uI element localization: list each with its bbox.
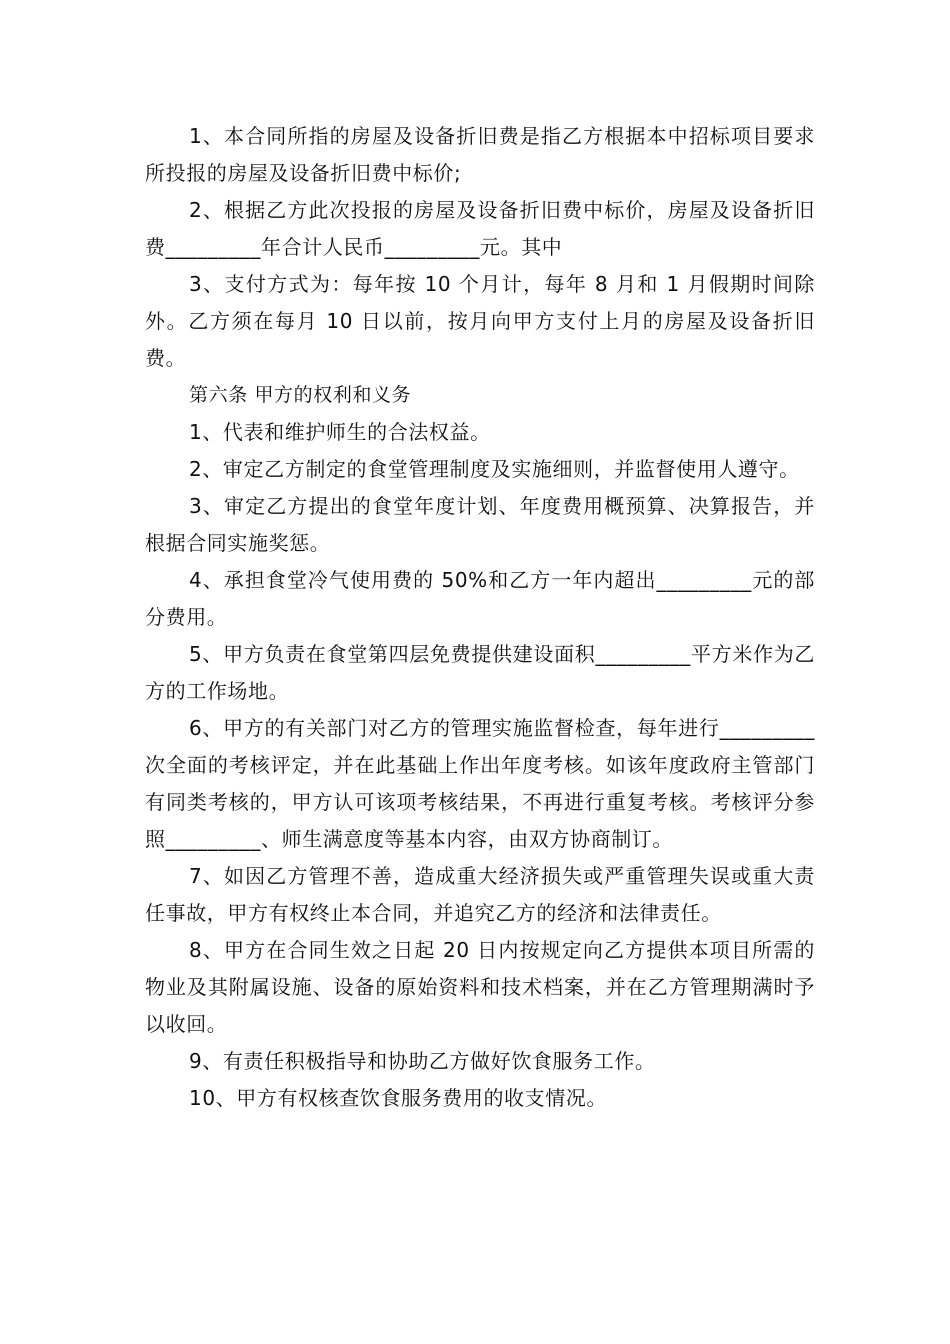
clause-paragraph-2: 2、根据乙方此次投报的房屋及设备折旧费中标价，房屋及设备折旧费_________年合计人民币_________元。其中 — [145, 198, 815, 259]
clause-paragraph-1: 1、本合同所指的房屋及设备折旧费是指乙方根据本中招标项目要求所投报的房屋及设备折旧费中标价; — [145, 124, 815, 185]
clause-paragraph-4: 1、代表和维护师生的合法权益。 — [189, 420, 491, 444]
clause-paragraph-7: 4、承担食堂冷气使用费的 50%和乙方一年内超出_________元的部分费用。 — [145, 568, 815, 629]
clause-paragraph-6: 3、审定乙方提出的食堂年度计划、年度费用概预算、决算报告，并根据合同实施奖惩。 — [145, 494, 815, 555]
clause-paragraph-3: 3、支付方式为：每年按 10 个月计，每年 8 月和 1 月假期时间除外。乙方须在每月 10 日以前，按月向甲方支付上月的房屋及设备折旧费。 — [145, 272, 815, 370]
document-body — [145, 118, 815, 1117]
clause-paragraph-5: 2、审定乙方制定的食堂管理制度及实施细则，并监督使用人遵守。 — [189, 457, 800, 481]
clause-paragraph-12: 9、有责任积极指导和协助乙方做好饮食服务工作。 — [189, 1049, 656, 1073]
section-heading: 第六条 甲方的权利和义务 — [189, 384, 412, 406]
clause-paragraph-10: 7、如因乙方管理不善，造成重大经济损失或严重管理失误或重大责任事故，甲方有权终止本合同，并追究乙方的经济和法律责任。 — [145, 864, 815, 925]
clause-paragraph-8: 5、甲方负责在食堂第四层免费提供建设面积_________平方米作为乙方的工作场地。 — [145, 642, 815, 703]
clause-paragraph-13: 10、甲方有权核查饮食服务费用的收支情况。 — [189, 1086, 608, 1110]
clause-paragraph-11: 8、甲方在合同生效之日起 20 日内按规定向乙方提供本项目所需的物业及其附属设施、设备的原始资料和技术档案，并在乙方管理期满时予以收回。 — [145, 938, 815, 1036]
clause-paragraph-9: 6、甲方的有关部门对乙方的管理实施监督检查，每年进行_________次全面的考核评定，并在此基础上作出年度考核。如该年度政府主管部门有同类考核的，甲方认可该项考核结果，不再进行重复考核。考核评分参照_________、师生满意度等基本内容，由双方协商制订。 — [145, 716, 815, 851]
